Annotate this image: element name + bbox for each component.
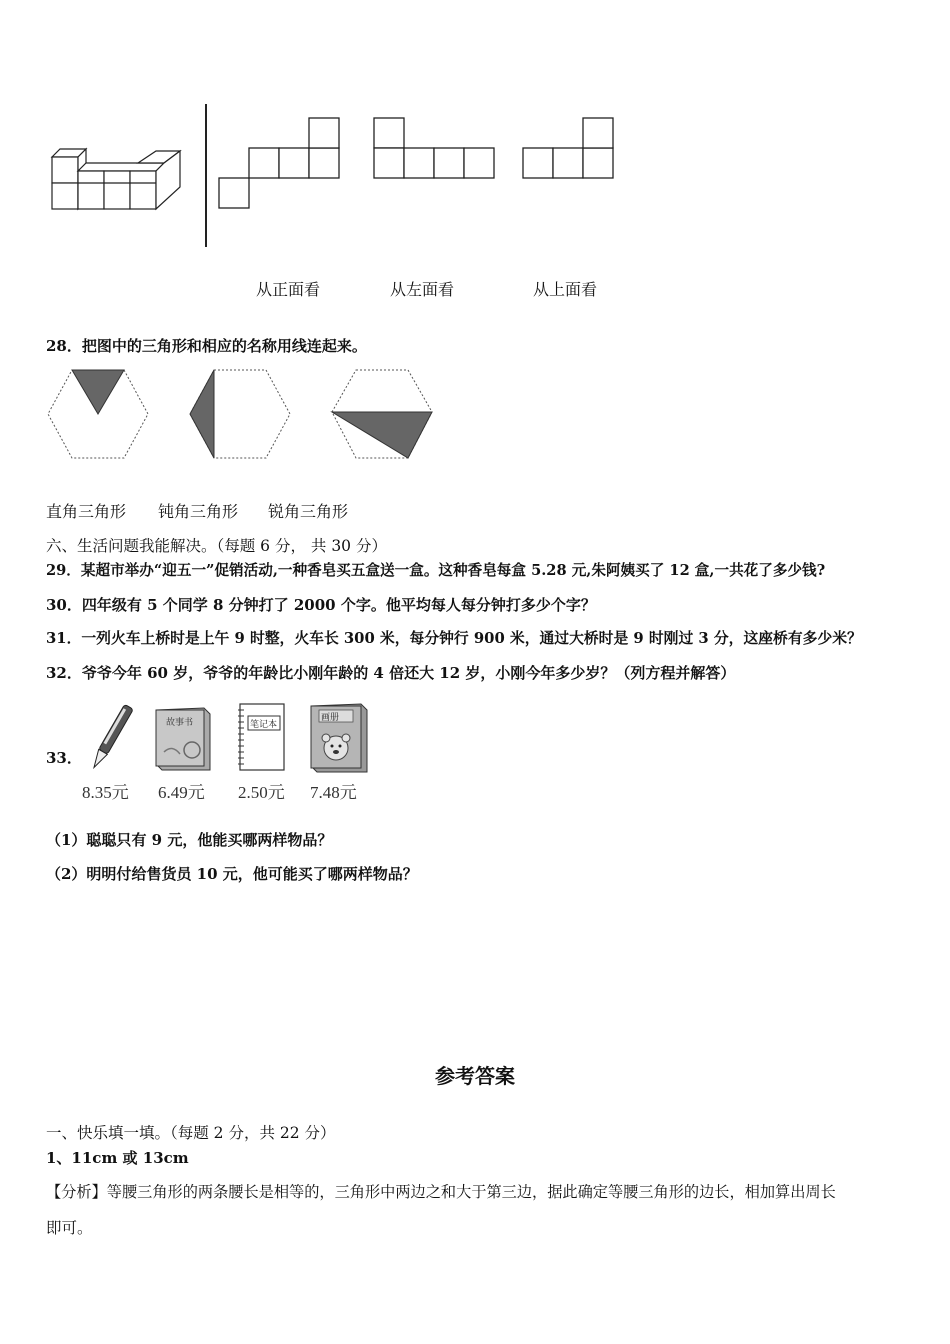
question-33-number: 33． [46,749,82,767]
section-6-heading: 六、生活问题我能解决。（每题 6 分， 共 30 分） [46,537,387,555]
left-view-label: 从左面看 [390,280,455,299]
answers-section-1: 一、快乐填一填。（每题 2 分，共 22 分） [46,1124,336,1142]
left-view-grid [373,117,503,187]
question-28: 28．把图中的三角形和相应的名称用线连起来。 [46,337,367,355]
divider-line [205,104,207,247]
price-storybook: 6.49元 [158,783,205,802]
picture-book-cover-text: 画册 [321,713,340,723]
cube-stack-figure [48,145,188,215]
analysis-line-1: 【分析】等腰三角形的两条腰长是相等的，三角形中两边之和大于第三边，据此确定等腰三角形的边长，相加算出周长 [46,1183,836,1201]
hexagon-1 [46,368,150,460]
notebook-icon [236,702,288,772]
front-view-grid [218,117,348,217]
question-33-sub1: （1）聪聪只有 9 元，他能买哪两样物品？ [46,831,333,849]
analysis-line-2: 即可。 [46,1219,93,1237]
top-view-grid [522,117,622,187]
answers-title: 参考答案 [435,1064,515,1088]
question-30: 30．四年级有 5 个同学 8 分钟打了 2000 个字。他平均每人每分钟打多少个字？ [46,596,596,614]
price-pen: 8.35元 [82,783,129,802]
top-view-label: 从上面看 [533,280,598,299]
price-notebook: 2.50元 [238,783,285,802]
notebook-cover-text: 笔记本 [250,720,278,730]
pen-icon [86,700,136,778]
answer-1: 1、11cm 或 13cm [46,1149,189,1167]
triangle-name-right: 直角三角形 [46,502,127,521]
hexagon-2 [188,368,292,460]
price-picture-book: 7.48元 [310,783,357,802]
triangle-name-acute: 锐角三角形 [268,502,349,521]
storybook-cover-text: 故事书 [166,718,194,728]
front-view-label: 从正面看 [256,280,321,299]
hexagon-3 [330,368,436,460]
question-33-sub2: （2）明明付给售货员 10 元，他可能买了哪两样物品？ [46,865,418,883]
triangle-name-obtuse: 钝角三角形 [158,502,239,521]
question-32: 32．爷爷今年 60 岁，爷爷的年龄比小刚年龄的 4 倍还大 12 岁，小刚今年多少岁？（列方程并解答） [46,664,736,682]
question-31: 31．一列火车上桥时是上午 9 时整，火车长 300 米，每分钟行 900 米，通过大桥时是 9 时刚过 3 分，这座桥有多少米？ [46,630,862,647]
question-29: 29．某超市举办“迎五一”促销活动,一种香皂买五盒送一盒。这种香皂每盒 5.28 元,朱阿姨买了 12 盒,一共花了多少钱? [46,562,826,579]
